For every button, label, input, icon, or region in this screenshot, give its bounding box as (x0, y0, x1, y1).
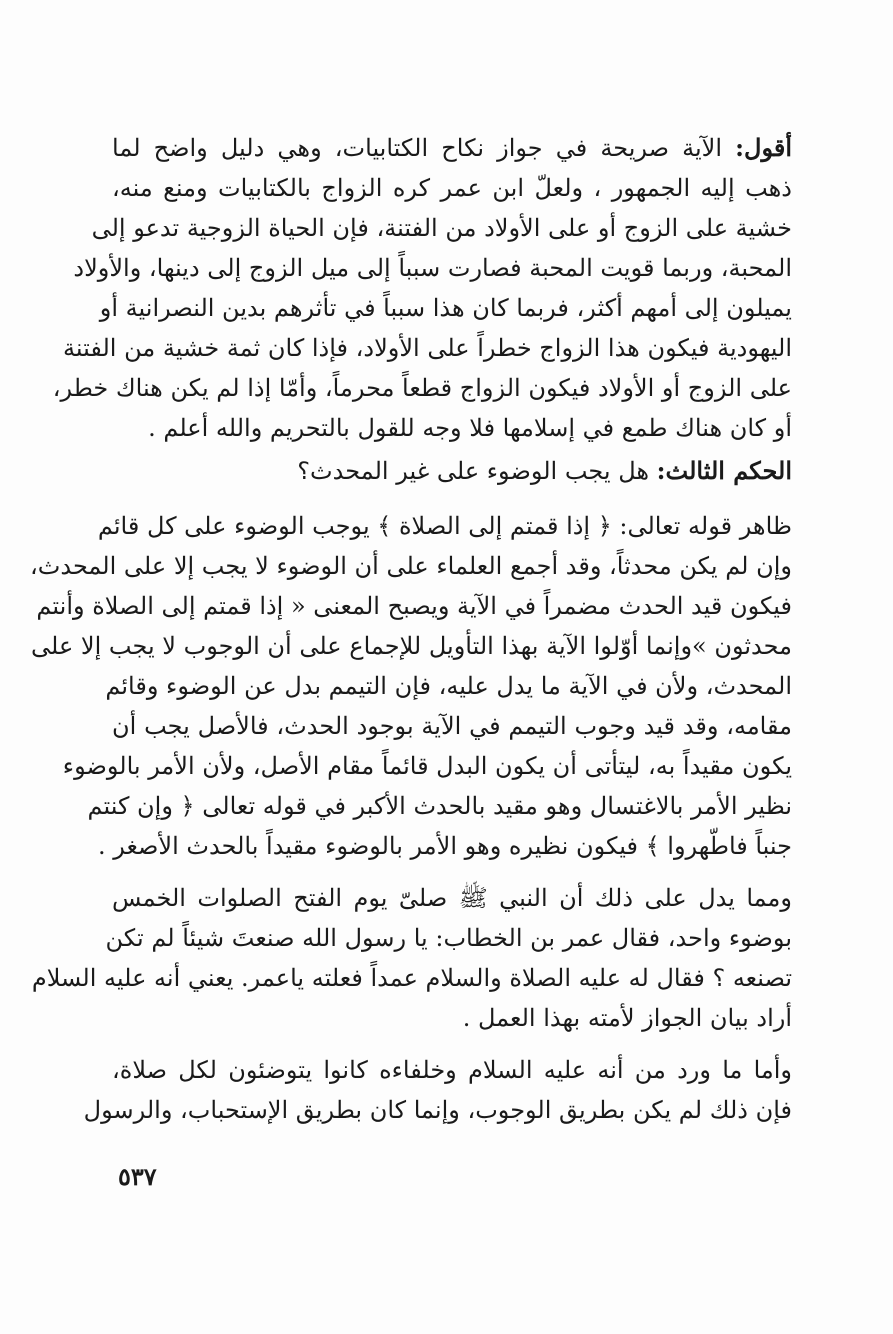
paragraph-line: على الزوج أو الأولاد فيكون الزواج قطعاً محرماً، وأمّا إذا لم يكن هناك خطر، (52, 374, 792, 402)
paragraph-line: وأما ما ورد من أنه عليه السلام وخلفاءه كانوا يتوضئون لكل صلاة، (112, 1056, 792, 1084)
section-heading-question: هل يجب الوضوء على غير المحدث؟ (297, 457, 657, 485)
paragraph-line: المحبة، وربما قويت المحبة فصارت سبباً إلى ميل الزوج إلى دينها، والأولاد (73, 254, 792, 282)
lead-word: أقول: (735, 133, 792, 162)
paragraph-line: بوضوء واحد، فقال عمر بن الخطاب: يا رسول الله صنعتَ شيئاً لم تكن (105, 924, 792, 952)
paragraph-line: تصنعه ؟ فقال له عليه الصلاة والسلام عمداً فعلته ياعمر. يعني أنه عليه السلام (31, 964, 792, 992)
paragraph-line: المحدث، ولأن في الآية ما يدل عليه، فإن التيمم بدل عن الوضوء وقائم (105, 672, 792, 700)
spacer (112, 1038, 792, 1050)
page-body (30, 128, 792, 1130)
paragraph-line: يكون مقيداً به، ليتأتى أن يكون البدل قائماً مقام الأصل، ولأن الأمر بالوضوء (62, 752, 792, 780)
paragraph-line: اليهودية فيكون هذا الزواج خطراً على الأولاد، فإذا كان ثمة خشية من الفتنة (63, 334, 792, 362)
paragraph-line: فإن ذلك لم يكن بطريق الوجوب، وإنما كان بطريق الإستحباب، والرسول (83, 1096, 792, 1124)
paragraph-line: ذهب إليه الجمهور ، ولعلّ ابن عمر كره الزواج بالكتابيات ومنع منه، (112, 174, 792, 202)
section-heading-label: الحكم الثالث: (656, 456, 792, 485)
paragraph-1 (52, 128, 792, 448)
paragraph-line: أو كان هناك طمع في إسلامها فلا وجه للقول بالتحريم والله أعلم . (148, 414, 792, 442)
paragraph-line: أقول: الآية صريحة في جواز نكاح الكتابيات، وهي دليل واضح لما (112, 133, 792, 162)
paragraph-2 (30, 506, 792, 866)
paragraph-line: فيكون قيد الحدث مضمراً في الآية ويصبح المعنى « إذا قمتم إلى الصلاة وأنتم (36, 592, 792, 620)
section-heading (112, 448, 792, 494)
paragraph-line: مقامه، وقد قيد وجوب التيمم في الآية بوجود الحدث، فالأصل يجب أن (112, 712, 792, 740)
paragraph-4 (83, 1050, 792, 1130)
spacer (112, 494, 792, 506)
spacer (112, 866, 792, 878)
paragraph-line: يميلون إلى أمهم أكثر، فربما كان هذا سبباً في تأثرهم بدين النصرانية أو (99, 294, 792, 322)
paragraph-line: ومما يدل على ذلك أن النبي ﷺ صلىّ يوم الفتح الصلوات الخمس (112, 884, 792, 912)
paragraph-line: جنباً فاطّهروا ﴾ فيكون نظيره وهو الأمر بالوضوء مقيداً بالحدث الأصغر . (97, 832, 792, 860)
paragraph-line: أراد بيان الجواز لأمته بهذا العمل . (462, 1004, 792, 1032)
paragraph-line: وإن لم يكن محدثاً، وقد أجمع العلماء على أن الوضوء لا يجب إلا على المحدث، (30, 552, 792, 580)
page-number: ٥٣٧ (118, 1162, 157, 1191)
paragraph-line: ظاهر قوله تعالى: ﴿ إذا قمتم إلى الصلاة ﴾ يوجب الوضوء على كل قائم (97, 512, 792, 540)
paragraph-line: خشية على الزوج أو على الأولاد من الفتنة، فإن الحياة الزوجية تدعو إلى (91, 214, 792, 242)
paragraph-line: نظير الأمر بالاغتسال وهو مقيد بالحدث الأكبر في قوله تعالى ﴿ وإن كنتم (87, 792, 792, 820)
paragraph-line: محدثون »وإنما أوّلوا الآية بهذا التأويل للإجماع على أن الوجوب لا يجب إلا على (31, 632, 792, 660)
paragraph-3 (31, 878, 792, 1038)
